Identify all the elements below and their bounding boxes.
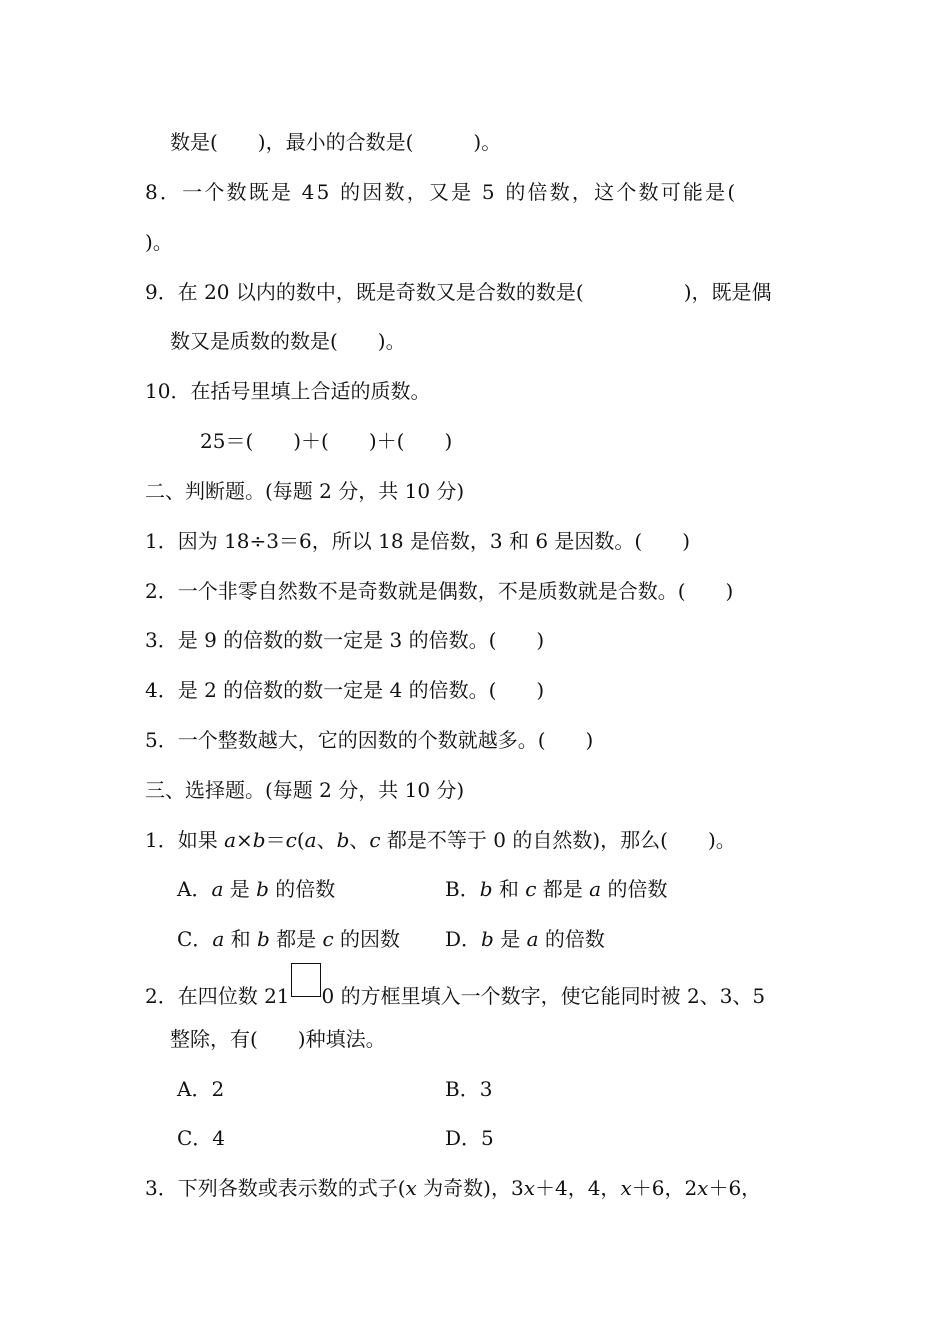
section-2-title: 二、判断题。(每题 2 分，共 10 分) [145,479,465,503]
question-7-continuation: 数是( )，最小的合数是( )。 [170,130,502,154]
choice-2-option-a: A．2 [177,1077,225,1101]
judge-item-1: 1．因为 18÷3＝6，所以 18 是倍数，3 和 6 是因数。( ) [145,529,691,553]
question-10: 10．在括号里填上合适的质数。 [145,379,431,403]
choice-question-3: 3．下列各数或表示数的式子(x 为奇数)，3x＋4，4，x＋6，2x＋6， [145,1176,762,1200]
digit-box-blank [291,963,321,997]
question-10-equation: 25＝( )＋( )＋( ) [200,429,453,453]
choice-question-1: 1．如果 a×b＝c(a、b、c 都是不等于 0 的自然数)，那么( )。 [145,828,736,852]
choice-1-option-a: A．a 是 b 的倍数 [177,877,336,901]
choice-2-option-b: B．3 [445,1077,493,1101]
choice-2-option-c: C．4 [177,1126,226,1150]
question-9-line-1: 9．在 20 以内的数中，既是奇数又是合数的数是( )，既是偶 [145,280,772,304]
judge-item-4: 4．是 2 的倍数的数一定是 4 的倍数。( ) [145,678,545,702]
choice-question-2-line-1: 2．在四位数 21 0 的方框里填入一个数字，使它能同时被 2、3、5 [145,975,765,1003]
judge-item-3: 3．是 9 的倍数的数一定是 3 的倍数。( ) [145,628,545,652]
judge-item-2: 2．一个非零自然数不是奇数就是偶数，不是质数就是合数。( ) [145,579,734,603]
choice-question-2-line-2: 整除，有( )种填法。 [170,1027,386,1051]
choice-2-option-d: D．5 [445,1126,494,1150]
question-8-line-1: 8．一个数既是 45 的因数，又是 5 的倍数，这个数可能是( [145,180,738,204]
section-3-title: 三、选择题。(每题 2 分，共 10 分) [145,778,465,802]
choice-1-option-d: D．b 是 a 的倍数 [445,927,605,951]
judge-item-5: 5．一个整数越大，它的因数的个数就越多。( ) [145,728,594,752]
choice-1-option-c: C．a 和 b 都是 c 的因数 [177,927,401,951]
choice-1-option-b: B．b 和 c 都是 a 的倍数 [445,877,668,901]
question-9-line-2: 数又是质数的数是( )。 [170,329,406,353]
question-8-line-2: )。 [145,230,173,254]
